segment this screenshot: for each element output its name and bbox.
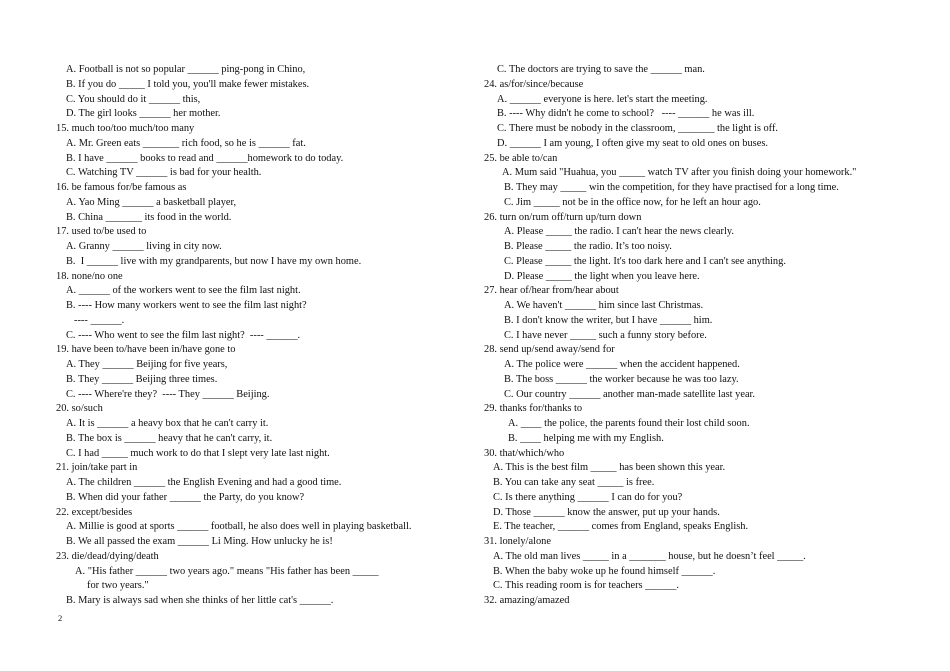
exercise-line: A. They ______ Beijing for five years, — [66, 359, 228, 370]
question-heading: 16. be famous for/be famous as — [56, 182, 187, 193]
exercise-line: C. The doctors are trying to save the ______ man. — [497, 64, 705, 75]
question-heading: 17. used to/be used to — [56, 226, 147, 238]
exercise-line: C. Watching TV ______ is bad for your health. — [66, 167, 262, 179]
exercise-line: A. Millie is good at sports ______ football, he also does well in playing basketball. — [66, 521, 412, 533]
exercise-line: B. They ______ Beijing three times. — [66, 373, 218, 385]
exercise-line: E. The teacher, ______ comes from England, speaks English. — [493, 521, 749, 533]
question-heading: 30. that/which/who — [484, 447, 565, 459]
exercise-line: A. ______ everyone is here. let's start the meeting. — [497, 93, 708, 105]
question-heading: 19. have been to/have been in/have gone to — [56, 344, 236, 356]
exercise-line: C. I had _____ much work to do that I slept very late last night. — [66, 447, 330, 459]
question-heading: 21. join/take part in — [56, 462, 138, 474]
exercise-line: for two years." — [87, 580, 149, 592]
exercise-line: A. ______ of the workers went to see the film last night. — [66, 285, 301, 297]
exercise-line: B. China _______ its food in the world. — [66, 211, 232, 223]
page-number: 2 — [58, 613, 63, 623]
exercise-line: B. They may _____ win the competition, for they have practised for a long time. — [504, 182, 839, 193]
exercise-line: A. The children ______ the English Evening and had a good time. — [66, 477, 342, 488]
exercise-line: A. Football is not so popular ______ ping-pong in Chino, — [66, 64, 306, 75]
question-heading: 27. hear of/hear from/hear about — [484, 285, 619, 297]
exercise-line: A. The old man lives _____ in a _______ house, but he doesn’t feel _____. — [493, 550, 806, 562]
exercise-line: D. Those ______ know the answer, put up your hands. — [493, 506, 720, 518]
exercise-line: A. "His father ______ two years ago." means "His father has been _____ — [75, 565, 379, 577]
question-heading: 32. amazing/amazed — [484, 595, 570, 606]
exercise-line: C. ---- Where're they? ---- They ______ Beijing. — [66, 388, 270, 400]
question-heading: 26. turn on/rum off/turn up/turn down — [484, 211, 642, 223]
exercise-line: A. We haven't ______ him since last Christmas. — [504, 300, 704, 311]
question-heading: 15. much too/too much/too many — [56, 123, 195, 134]
exercise-line: B. Mary is always sad when she thinks of her little cat's ______. — [66, 595, 334, 606]
right-column — [484, 63, 924, 609]
exercise-line: C. There must be nobody in the classroom, _______ the light is off. — [497, 123, 778, 134]
question-heading: 24. as/for/since/because — [484, 78, 584, 90]
exercise-line: A. Please _____ the radio. I can't hear the news clearly. — [504, 226, 734, 238]
question-heading: 23. die/dead/dying/death — [56, 550, 159, 562]
exercise-line: B. ____ helping me with my English. — [508, 432, 664, 444]
exercise-line: B. Please _____ the radio. It’s too noisy. — [504, 241, 672, 252]
question-heading: 22. except/besides — [56, 506, 133, 518]
exercise-line: B. ---- How many workers went to see the film last night? — [66, 300, 307, 311]
exercise-line: D. The girl looks ______ her mother. — [66, 108, 221, 120]
exercise-line: C. You should do it ______ this, — [66, 93, 201, 105]
exercise-line: ---- ______. — [74, 314, 125, 326]
exercise-line: C. Please _____ the light. It's too dark here and I can't see anything. — [504, 255, 786, 267]
exercise-line: D. ______ I am young, I often give my seat to old ones on buses. — [497, 137, 768, 149]
question-heading: 28. send up/send away/send for — [484, 344, 615, 356]
exercise-line: B. The boss ______ the worker because he was too lazy. — [504, 373, 739, 385]
exercise-line: B. I don't know the writer, but I have ______ him. — [504, 314, 713, 326]
exercise-line: A. This is the best film _____ has been shown this year. — [493, 462, 726, 474]
exercise-line: B. I ______ live with my grandparents, but now I have my own home. — [66, 255, 362, 267]
exercise-line: C. Our country ______ another man-made satellite last year. — [504, 388, 756, 400]
exercise-line: B. When the baby woke up he found himself ______. — [493, 565, 716, 577]
exercise-line: D. Please _____ the light when you leave here. — [504, 270, 700, 282]
exercise-line: C. Is there anything ______ I can do for you? — [493, 491, 683, 503]
left-column — [56, 63, 456, 609]
exercise-line: C. ---- Who went to see the film last night? ---- ______. — [66, 329, 301, 341]
exercise-line: B. The box is ______ heavy that he can't carry, it. — [66, 432, 273, 444]
exercise-line: A. Yao Ming ______ a basketball player, — [66, 196, 237, 208]
exercise-line: A. ____ the police, the parents found their lost child soon. — [508, 418, 750, 429]
exercise-line: A. It is ______ a heavy box that he can't carry it. — [66, 418, 269, 429]
exercise-line: B. I have ______ books to read and ______homework to do today. — [66, 152, 344, 164]
question-heading: 20. so/such — [56, 403, 103, 415]
exercise-line: B. When did your father ______ the Party, do you know? — [66, 491, 305, 503]
exercise-line: C. I have never _____ such a funny story before. — [504, 329, 707, 341]
exercise-line: B. We all passed the exam ______ Li Ming. How unlucky he is! — [66, 536, 333, 547]
exercise-line: A. The police were ______ when the accident happened. — [504, 359, 740, 370]
exercise-line: A. Mr. Green eats _______ rich food, so he is ______ fat. — [66, 137, 306, 149]
exercise-line: B. ---- Why didn't he come to school? ---- ______ he was ill. — [497, 108, 755, 120]
exercise-line: B. If you do _____ I told you, you'll make fewer mistakes. — [66, 78, 310, 90]
question-heading: 18. none/no one — [56, 270, 123, 282]
exercise-line: C. Jim _____ not be in the office now, for he left an hour ago. — [504, 196, 761, 208]
exercise-line: B. You can take any seat _____ is free. — [493, 477, 655, 488]
exercise-line: A. Mum said "Huahua, you _____ watch TV after you finish doing your homework." — [502, 167, 857, 179]
exercise-line: A. Granny ______ living in city now. — [66, 241, 222, 252]
question-heading: 29. thanks for/thanks to — [484, 403, 583, 415]
question-heading: 25. be able to/can — [484, 152, 558, 164]
question-heading: 31. lonely/alone — [484, 536, 551, 547]
exercise-line: C. This reading room is for teachers ______. — [493, 580, 679, 592]
